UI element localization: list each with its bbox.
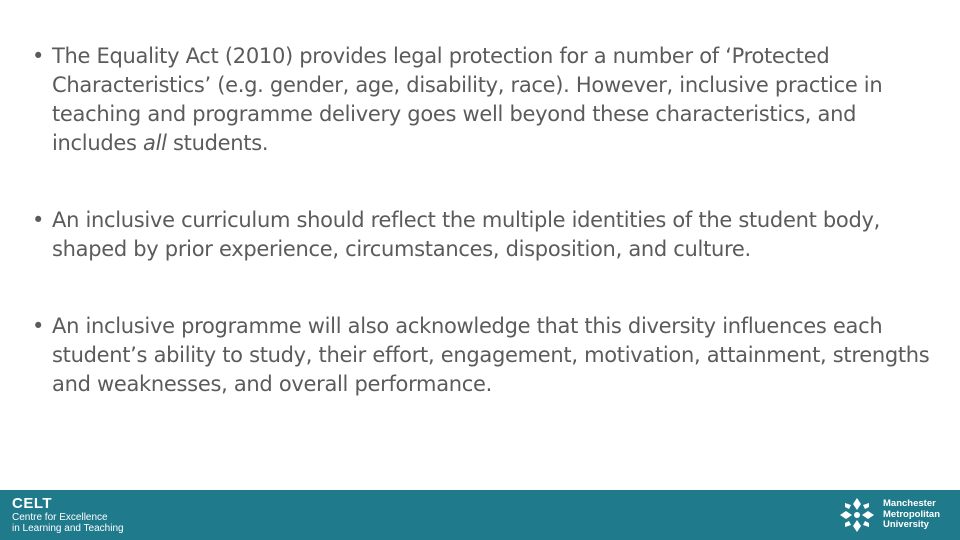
university-name-line: Metropolitan (883, 508, 940, 520)
footer-bar (0, 490, 960, 540)
bullet-text: An inclusive programme will also acknowledge that this diversity influences each student’s ability to study, their effort, engagement, motivation, attainment, strengths and weaknesses, and overall performance. (52, 314, 930, 396)
bullet-marker: • (32, 208, 45, 232)
bullet-text-part: students. (166, 131, 269, 155)
bullet-text: An inclusive curriculum should reflect the multiple identities of the student body, shaped by prior experience, circumstances, disposition, and culture. (52, 208, 881, 261)
bullet-item-equality-act (30, 42, 930, 158)
university-logo (837, 494, 940, 536)
bullet-item-inclusive-curriculum (30, 206, 930, 264)
celt-logo (12, 496, 124, 534)
bullet-text-emphasis: all (143, 131, 167, 155)
celt-title: CELT (12, 495, 53, 512)
university-name-line: University (883, 519, 929, 531)
celt-subtitle-line: Centre for Excellence (12, 512, 108, 523)
university-name-line: Manchester (883, 498, 936, 510)
bullet-marker: • (32, 44, 45, 68)
celt-subtitle-line: in Learning and Teaching (12, 523, 124, 534)
bullet-text (52, 44, 882, 155)
bullet-marker: • (32, 314, 45, 338)
bullet-text-part: The Equality Act (2010) provides legal protection for a number of ‘Protected Characteristics’ (e.g. gender, age, disability, race). However, inclusive practice in teaching and programme delivery goes well beyond these characteristics, and includes (52, 44, 883, 155)
bullet-item-inclusive-programme (30, 312, 930, 399)
university-seal-icon (837, 495, 877, 535)
university-name (883, 499, 940, 531)
bullet-list (30, 42, 930, 399)
